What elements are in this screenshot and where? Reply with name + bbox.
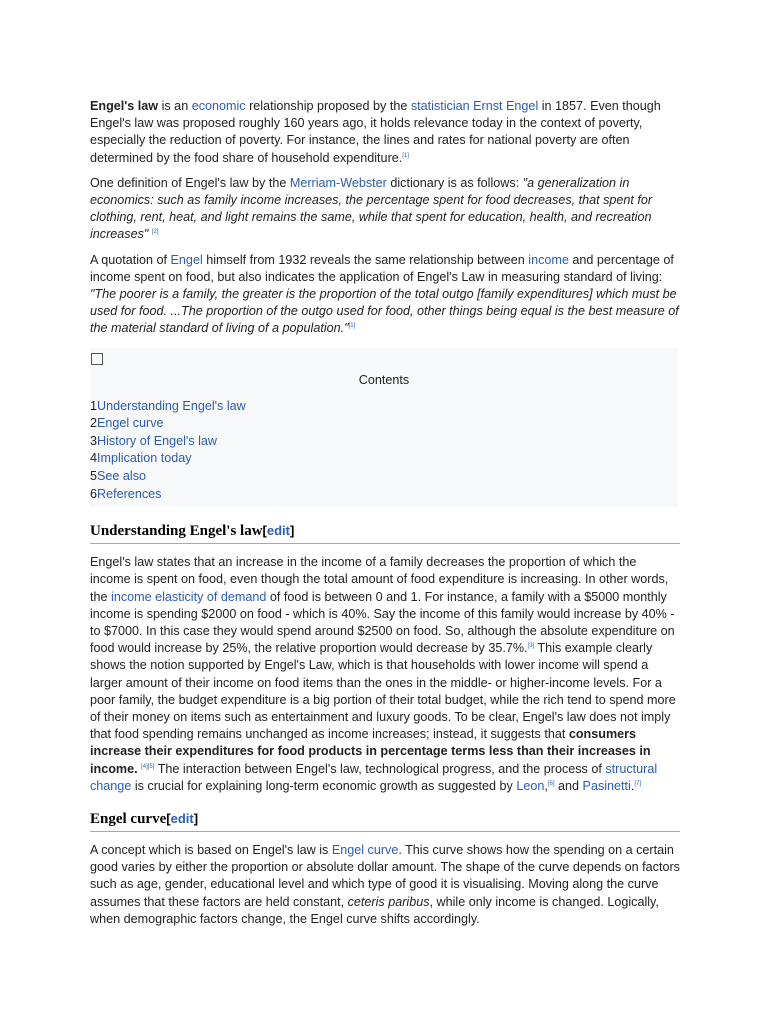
- link-pasinetti[interactable]: Pasinetti: [582, 778, 631, 793]
- section1-paragraph: Engel's law states that an increase in the income of a family decreases the proportion of which the income is spent on food, even though the total amount of food expenditure is increasing. In other words, the income elasticity of demand of food is between 0 and 1. For instance, a family with a $5000 monthly income is spending $2000 on food - which is 40%. Say the income of this family would increase by 40% - to $7000. In this case they would spend around $2500 on food. So, although the absolute expenditure on food would increase by 25%, the relative proportion would decrease by 35.7%.[3] This example clearly shows the notion supported by Engel's Law, which is that households with lower income will spend a larger amount of their income on food items than the ones in the middle- or higher-income levels. For a poor family, the budget expenditure is a big portion of their total budget, while the rich tend to spend more of their money on items such as entertainment and luxury goods. To be clear, Engel's law does not imply that food spending remains unchanged as income increases; instead, it suggests that consumers increase their expenditures for food products in percentage terms less than their increases in income. [4][5] The interaction between Engel's law, technological progress, and the process of structural change is crucial for explaining long-term economic growth as suggested by Leon,[6] and Pasinetti.[7]: [90, 555, 676, 793]
- ref-4-5[interactable]: [4][5]: [141, 763, 155, 770]
- toc-item-understanding[interactable]: 1Understanding Engel's law: [90, 398, 246, 413]
- link-income[interactable]: income: [528, 252, 569, 267]
- link-economic[interactable]: economic: [191, 99, 246, 113]
- ref-1[interactable]: [1]: [402, 152, 409, 159]
- engel-quote: "The poorer is a family, the greater is the proportion of the total outgo [family expenditures] which must be used for food. ...The proportion of the outgo used for food, other things being equal is the best measure of the material standard of living of a population.": [90, 287, 679, 336]
- link-merriam-webster[interactable]: Merriam-Webster: [289, 175, 387, 190]
- toc-item-see-also[interactable]: 5See also: [90, 469, 147, 484]
- toc-toggle-checkbox[interactable]: [91, 353, 103, 365]
- link-statistician-ernst-engel[interactable]: statistician Ernst Engel: [410, 99, 539, 113]
- section-heading-engel-curve: Engel curve[edit]: [90, 811, 680, 832]
- edit-link-engel-curve[interactable]: edit: [170, 811, 194, 827]
- toc-item-references[interactable]: 6References: [90, 486, 162, 501]
- ceteris-paribus: ceteris paribus: [347, 894, 430, 909]
- definition-quote: "a generalization in economics: such as family income increases, the percentage spent for food decreases, that spent for clothing, rent, heat, and light remains the same, while that spent for education, health, and recreation increases": [90, 175, 653, 242]
- intro-paragraph-1: Engel's law is an economic relationship proposed by the statistician Ernst Engel in 1857. Even though Engel's law was proposed roughly 160 years ago, it holds relevance today in the context of poverty, especially the reduction of poverty. For instance, the lines and rates for national poverty are often determined by the food share of household expenditure.[1]: [90, 99, 661, 165]
- ref-7[interactable]: [7]: [634, 780, 642, 787]
- toc-item-implication[interactable]: 4Implication today: [90, 451, 192, 466]
- toc-title: Contents: [358, 372, 410, 387]
- toc-item-engel-curve[interactable]: 2Engel curve: [90, 416, 164, 431]
- link-structural-change[interactable]: structural change: [90, 761, 658, 793]
- ref-2[interactable]: [2]: [151, 229, 159, 236]
- link-engel-curve[interactable]: Engel curve: [331, 843, 399, 858]
- ref-1b[interactable]: [1]: [348, 323, 356, 330]
- intro-paragraph-3: A quotation of Engel himself from 1932 reveals the same relationship between income and percentage of income spent on food, but also indicates the application of Engel's Law in measuring standard of living: "The poorer is a family, the greater is the proportion of the total outgo [family expenditures] which must be used for food. ...The proportion of the outgo used for food, other things being equal is the best measure of the material standard of living of a population."[1]: [90, 252, 679, 336]
- ref-3[interactable]: [3]: [527, 643, 535, 650]
- link-income-elasticity[interactable]: income elasticity of demand: [111, 589, 267, 604]
- toc-item-history[interactable]: 3History of Engel's law: [90, 433, 218, 448]
- article-body: [90, 98, 680, 928]
- key-statement: consumers increase their expenditures for food products in percentage terms less than their increases in income.: [90, 727, 651, 776]
- link-engel[interactable]: Engel: [170, 252, 203, 267]
- ref-6[interactable]: [6]: [547, 780, 555, 787]
- section-heading-understanding: Understanding Engel's law[edit]: [90, 523, 680, 544]
- edit-link-understanding[interactable]: edit: [266, 523, 291, 539]
- intro-paragraph-2: One definition of Engel's law by the Merriam-Webster dictionary is as follows: "a generalization in economics: such as family income increases, the percentage spent for food decreases, that spent for clothing, rent, heat, and light remains the same, while that spent for education, health, and recreation increases" [2]: [90, 175, 653, 242]
- term-engels-law: Engel's law: [90, 99, 159, 113]
- table-of-contents: [90, 348, 678, 508]
- link-leon[interactable]: Leon: [516, 778, 545, 793]
- section2-paragraph: A concept which is based on Engel's law is Engel curve. This curve shows how the spending on a certain good varies by either the proportion or absolute dollar amount. The shape of the curve depends on factors such as age, gender, educational level and which type of good it is visualising. Moving along the curve assumes that these factors are held constant, ceteris paribus, while only income is changed. Logically, when demographic factors change, the Engel curve shifts accordingly.: [90, 843, 680, 926]
